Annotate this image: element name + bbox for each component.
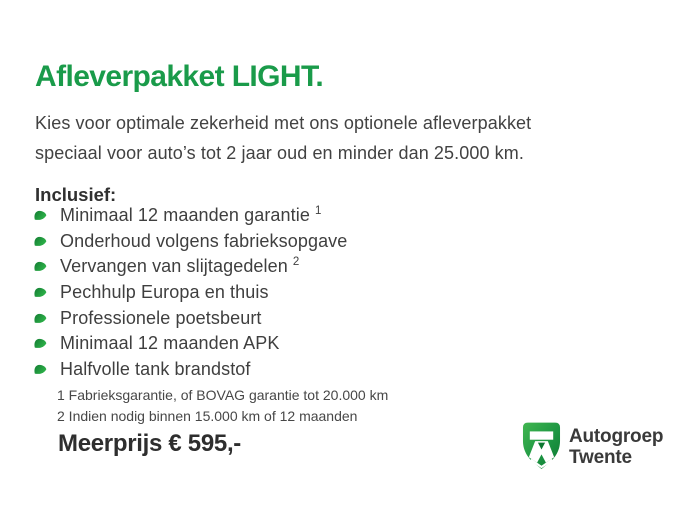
footnotes (57, 385, 388, 426)
feature-text: Minimaal 12 maanden APK (60, 333, 280, 354)
logo-wordmark (569, 421, 663, 474)
inclusief-label: Inclusief: (35, 184, 117, 205)
leaf-bullet-icon (33, 313, 47, 324)
feature-text: Halfvolle tank brandstof (60, 358, 251, 379)
feature-list (33, 203, 352, 382)
feature-text: Onderhoud volgens fabrieksopgave (60, 230, 348, 251)
intro-line-1: Kies voor optimale zekerheid met ons optionele afleverpakket (35, 113, 532, 133)
leaf-bullet-icon (33, 287, 47, 298)
feature-item (33, 229, 352, 255)
price-label: Meerprijs € 595,- (58, 430, 241, 457)
logo-line-1: Autogroep (569, 426, 664, 447)
feature-item (33, 357, 352, 383)
feature-text: Pechhulp Europa en thuis (60, 282, 269, 303)
shield-a-logo-icon (522, 421, 561, 474)
footnote-2: 2 Indien nodig binnen 15.000 km of 12 maanden (57, 407, 358, 424)
feature-item: Vervangen van slijtagedelen $^2$ (33, 254, 352, 280)
feature-text: Professionele poetsbeurt (60, 307, 262, 328)
leaf-bullet-icon (33, 210, 47, 221)
leaf-bullet-icon (33, 338, 47, 349)
intro-line-2: speciaal voor auto’s tot 2 jaar oud en minder dan 25.000 km. (35, 143, 524, 163)
autogroep-twente-logo (522, 421, 663, 474)
leaf-bullet-icon (33, 364, 47, 375)
intro-paragraph (35, 108, 531, 168)
leaf-bullet-icon (33, 261, 47, 272)
feature-item (33, 280, 352, 306)
feature-item (33, 305, 352, 331)
feature-item (33, 331, 352, 357)
page-title: Afleverpakket LIGHT. (35, 60, 324, 93)
footnote-1: 1 Fabrieksgarantie, of BOVAG garantie tot 20.000 km (57, 387, 389, 403)
feature-item: Minimaal 12 maanden garantie $^1$ (33, 203, 352, 229)
feature-text: Vervangen van slijtagedelen (60, 256, 288, 277)
leaf-bullet-icon (33, 236, 47, 247)
feature-text: Minimaal 12 maanden garantie (60, 205, 310, 226)
logo-line-2: Twente (569, 446, 632, 468)
